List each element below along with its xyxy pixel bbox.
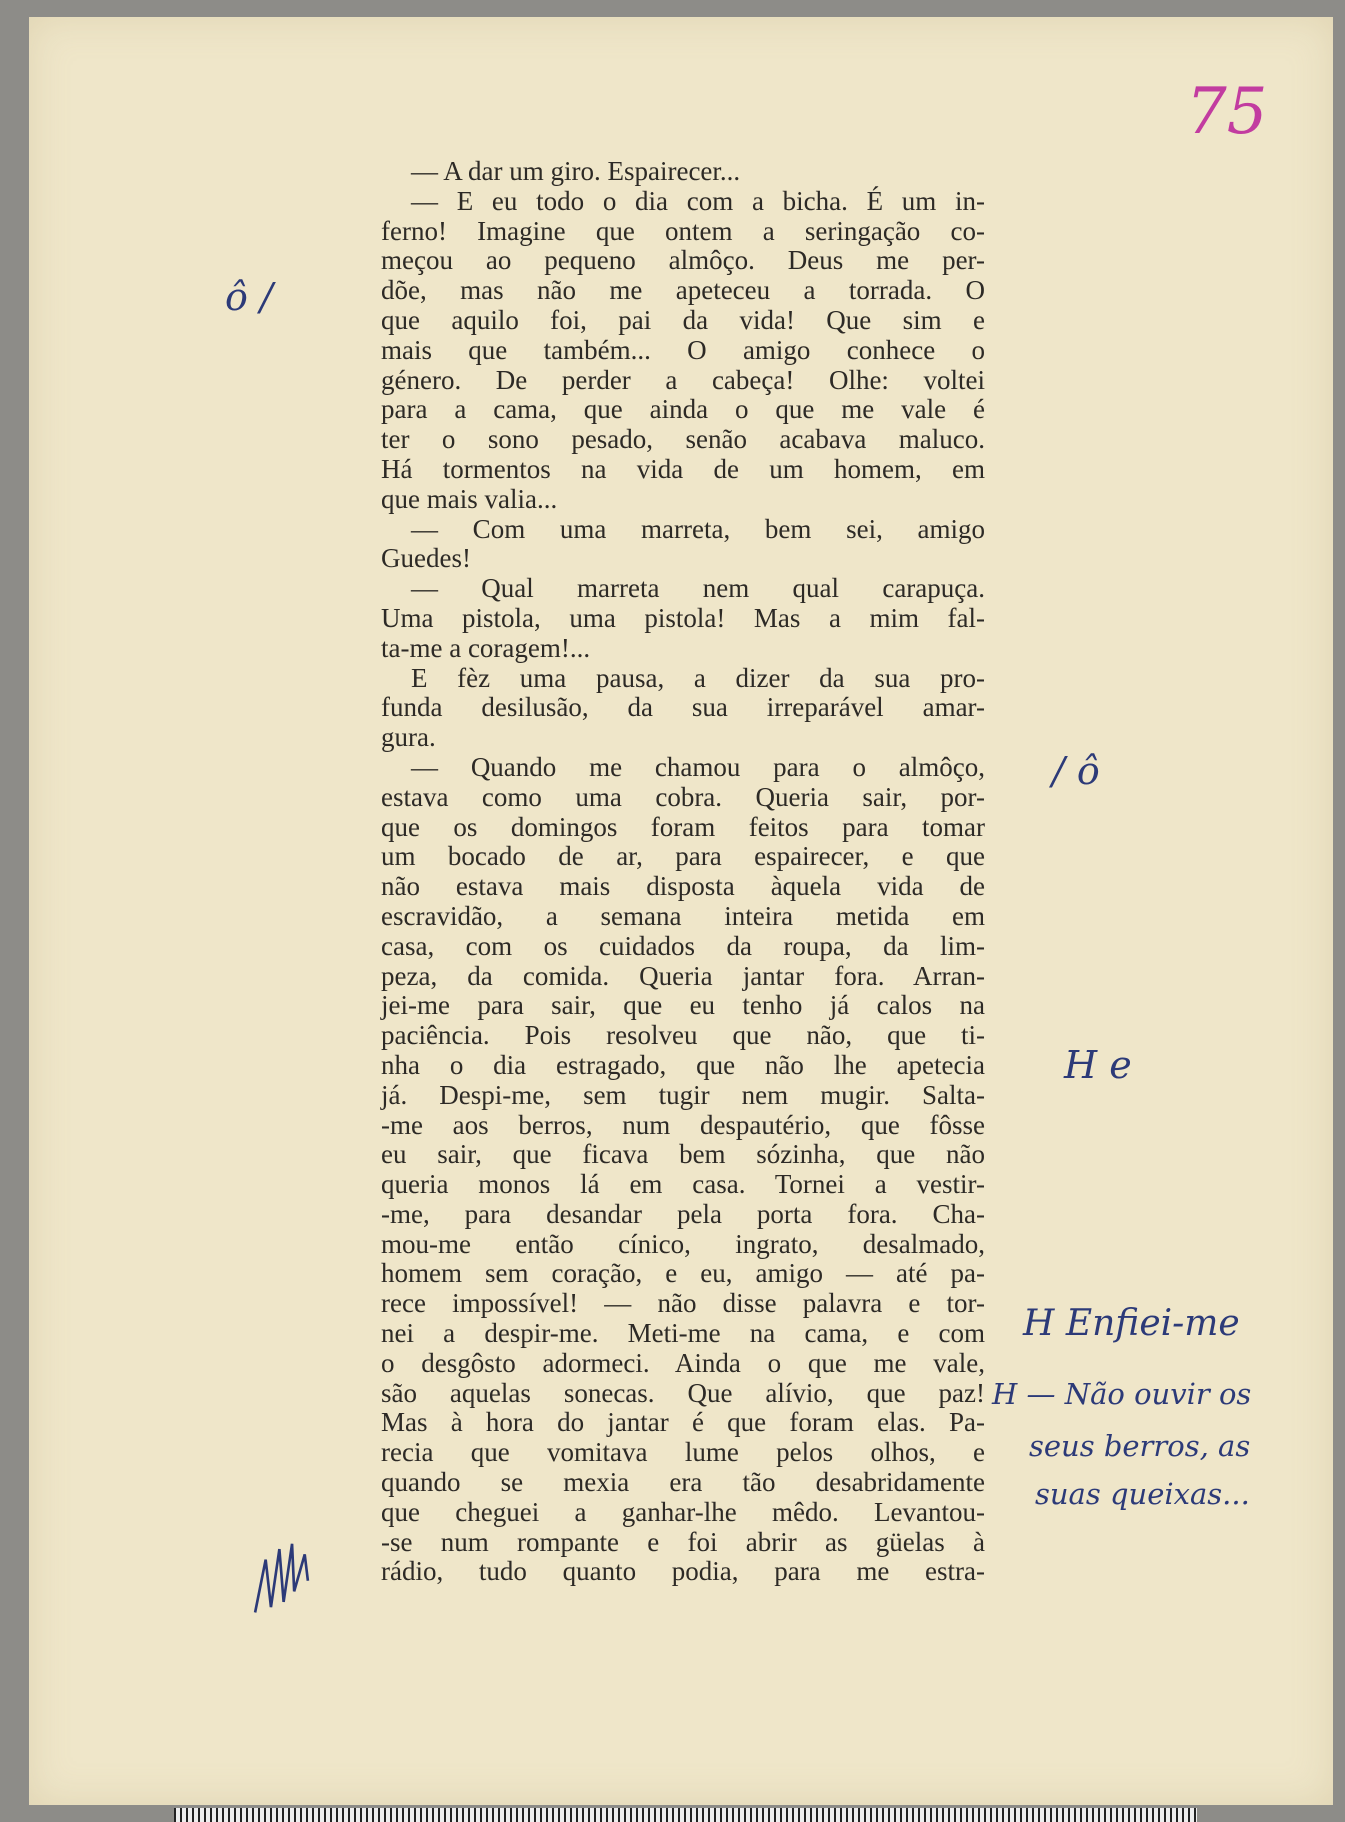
text-line: recia que vomitava lume pelos olhos, e — [381, 1437, 985, 1468]
text-line: escravidão, a semana inteira metida em — [381, 900, 985, 931]
text-line: género. De perder a cabeça! Olhe: voltei — [381, 364, 985, 395]
text-line: rádio, tudo quanto podia, para me estra- — [381, 1556, 985, 1587]
text-line: nha o dia estragado, que não lhe apetecia — [381, 1049, 985, 1080]
text-line: -se num rompante e foi abrir as güelas à — [381, 1526, 985, 1557]
text-line: ferno! Imagine que ontem a seringação co- — [381, 215, 985, 246]
margin-insert-line-1 — [992, 1377, 1252, 1411]
signature-scribble-icon — [244, 1528, 319, 1623]
text-line: quando se mexia era tão desabridamente — [381, 1467, 985, 1498]
text-line: um bocado de ar, para espairecer, e que — [381, 841, 985, 872]
insert-text-1: H — Não ouvir os — [992, 1377, 1252, 1411]
text-line: — A dar um giro. Espairecer... — [411, 156, 741, 186]
margin-note-enfiei: H Enfiei-me — [1023, 1303, 1240, 1344]
scale-ruler — [174, 1808, 1197, 1822]
text-line: ter o sono pesado, senão acabava maluco. — [381, 424, 985, 455]
text-line: já. Despi-me, sem tugir nem mugir. Salta- — [381, 1079, 985, 1110]
text-line: eu sair, que ficava bem sózinha, que não — [381, 1139, 985, 1170]
text-line: Guedes! — [381, 543, 471, 574]
text-line: queria monos lá em casa. Tornei a vestir- — [381, 1169, 985, 1200]
text-line: jei-me para sair, que eu tenho já calos na — [381, 990, 985, 1021]
margin-insert-line-2: seus berros, as — [1029, 1429, 1251, 1463]
margin-note-he: H e — [1064, 1043, 1132, 1087]
text-line: meçou ao pequeno almôço. Deus me per- — [381, 245, 985, 276]
text-line: ta-me a coragem!... — [381, 632, 591, 663]
text-line: gura. — [381, 722, 436, 753]
text-line: — Quando me chamou para o almôço, — [411, 751, 985, 782]
text-line: casa, com os cuidados da roupa, da lim- — [381, 930, 985, 961]
text-line: homem sem coração, e eu, amigo — até pa- — [381, 1258, 985, 1289]
text-line: são aquelas sonecas. Que alívio, que paz! — [381, 1377, 985, 1408]
body-text — [381, 157, 985, 1587]
text-line: — E eu todo o dia com a bicha. É um in- — [411, 185, 985, 216]
text-line: nei a despir-me. Meti-me na cama, e com — [381, 1318, 985, 1349]
text-line: E fèz uma pausa, a dizer da sua pro- — [411, 662, 985, 693]
margin-note-almoco: / ô — [1052, 749, 1100, 793]
text-line: para a cama, que ainda o que me vale é — [381, 394, 985, 425]
margin-insert-line-3: suas queixas... — [1035, 1477, 1250, 1511]
margin-note-left: ô / — [225, 275, 273, 319]
text-line: que os domingos foram feitos para tomar — [381, 811, 985, 842]
text-line: -me aos berros, num despautério, que fôsse — [381, 1109, 985, 1140]
text-line: Há tormentos na vida de um homem, em — [381, 453, 985, 484]
text-line: -me, para desandar pela porta fora. Cha- — [381, 1198, 985, 1229]
text-line: Mas à hora do jantar é que foram elas. Pa- — [381, 1407, 985, 1438]
text-line: mais que também... O amigo conhece o — [381, 334, 985, 365]
text-line: não estava mais disposta àquela vida de — [381, 871, 985, 902]
text-line: funda desilusão, da sua irreparável amar- — [381, 692, 985, 723]
page-number: 75 — [1186, 75, 1268, 149]
text-line: rece impossível! — não disse palavra e tor- — [381, 1288, 985, 1319]
text-line: Uma pistola, uma pistola! Mas a mim fal- — [381, 602, 985, 633]
text-line: mou-me então cínico, ingrato, desalmado, — [381, 1228, 985, 1259]
text-line: — Qual marreta nem qual carapuça. — [411, 573, 985, 604]
text-line: que cheguei a ganhar-lhe mêdo. Levantou- — [381, 1496, 985, 1527]
text-line: peza, da comida. Queria jantar fora. Arran- — [381, 960, 985, 991]
text-line: o desgôsto adormeci. Ainda o que me vale, — [381, 1347, 985, 1378]
text-line: dõe, mas não me apeteceu a torrada. O — [381, 275, 985, 306]
text-line: estava como uma cobra. Queria sair, por- — [381, 781, 985, 812]
text-line: que mais valia... — [381, 483, 558, 514]
text-line: — Com uma marreta, bem sei, amigo — [411, 513, 985, 544]
text-line: paciência. Pois resolveu que não, que ti- — [381, 1020, 985, 1051]
text-line: que aquilo foi, pai da vida! Que sim e — [381, 304, 985, 335]
